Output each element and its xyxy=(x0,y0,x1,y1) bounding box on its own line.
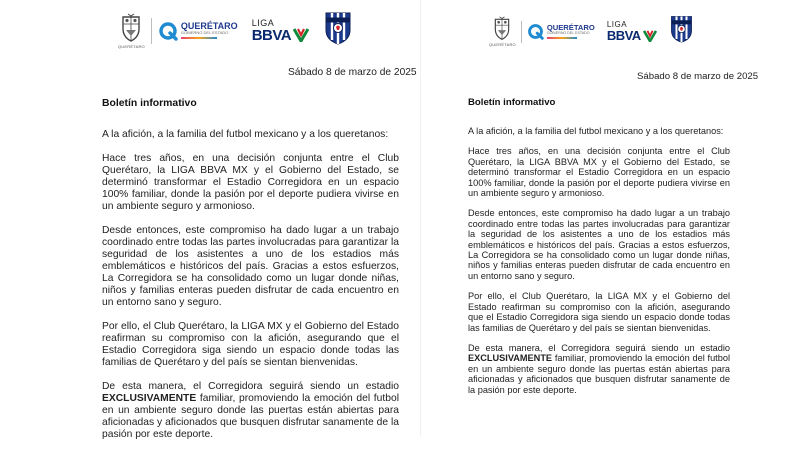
paragraph-2: Desde entonces, este compromiso ha dado lugar a un trabajo coordinado entre todas las partes involucradas para garantizar la seguridad de los asistentes a uno de los estadios más emblemáticos e históricos del país. Gracias a estos esfuerzos, La Corregidora se ha consolidado como un lugar donde niñas, niños y familias enteras pueden disfrutar de cada encuentro en un entorno sano y seguro. xyxy=(102,225,399,308)
queretaro-q-icon xyxy=(158,21,178,41)
paragraph-4 xyxy=(102,381,399,441)
document-page-right xyxy=(420,0,787,437)
mx-colors-icon xyxy=(293,28,309,42)
queretaro-color-bar xyxy=(547,37,577,39)
liga-bbva-mx-logo-right xyxy=(607,21,657,42)
paragraph-4-start: De esta manera, el Corregidora seguirá siendo un estadio xyxy=(468,342,730,353)
paragraph-4-emphasis: EXCLUSIVAMENTE xyxy=(102,393,197,404)
document-body xyxy=(468,126,730,405)
coat-of-arms-icon xyxy=(119,13,143,43)
queretaro-name: QUERÉTARO xyxy=(180,20,238,31)
liga-label: LIGA xyxy=(251,17,275,28)
queretaro-subtitle: GOBIERNO DEL ESTADO xyxy=(546,30,590,35)
queretaro-color-bar xyxy=(181,37,217,39)
coat-of-arms-icon xyxy=(492,16,512,41)
greeting-paragraph: A la afición, a la familia del futbol mexicano y a los queretanos: xyxy=(102,129,389,140)
queretaro-name: QUERÉTARO xyxy=(546,22,595,32)
state-seal-logo-right xyxy=(489,16,516,47)
paragraph-4-end: familiar, promoviendo la emoción del futbol en un ambiente seguro donde las puertas están abiertas para aficionadas y aficionados que busquen disfrutar sanamente de la pasión por este deporte. xyxy=(102,393,399,440)
seal-caption: QUERÉTARO xyxy=(118,43,145,49)
header-logos xyxy=(118,10,353,51)
document-title: Boletín informativo xyxy=(468,97,556,108)
club-crest-icon xyxy=(323,10,353,46)
paragraph-4-emphasis: EXCLUSIVAMENTE xyxy=(468,353,553,364)
paragraph-1: Hace tres años, en una decisión conjunta entre el Club Querétaro, la LIGA BBVA MX y el Gobierno del Estado, se determinó transformar el Estadio Corregidora en un espacio 100% familiar, donde la pasión por el deporte pudiera vivirse en un ambiente seguro y armonioso. xyxy=(468,146,730,199)
queretaro-logo xyxy=(158,21,238,41)
queretaro-subtitle: GOBIERNO DEL ESTADO xyxy=(180,30,229,36)
document-date: Sábado 8 de marzo de 2025 xyxy=(637,71,759,82)
logo-divider xyxy=(151,18,152,44)
greeting-paragraph: A la afición, a la familia del futbol mexicano y a los queretanos: xyxy=(468,126,724,136)
paragraph-3: Por ello, el Club Querétaro, la LIGA MX y el Gobierno del Estado reafirman su compromiso con la afición, asegurando que el Estadio Corregidora siga siendo un espacio donde todas las familias de Querétaro y del país se sientan bienvenidas. xyxy=(468,291,730,333)
gallos-blancos-crest-logo xyxy=(323,10,353,51)
paragraph-4-end: familiar, promoviendo la emoción del futbol en un ambiente seguro donde las puertas están abiertas para aficionadas y aficionados que busquen disfrutar sanamente de la pasión por este deporte. xyxy=(468,353,730,395)
bbva-label: BBVA xyxy=(251,26,292,44)
document-body xyxy=(102,129,399,453)
paragraph-4-start: De esta manera, el Corregidora seguirá siendo un estadio xyxy=(102,381,399,392)
mx-mark xyxy=(643,30,657,42)
queretaro-logo-right xyxy=(527,23,595,40)
document-date: Sábado 8 de marzo de 2025 xyxy=(288,67,417,78)
mx-colors-icon xyxy=(643,30,657,42)
paragraph-1: Hace tres años, en una decisión conjunta entre el Club Querétaro, la LIGA BBVA MX y el Gobierno del Estado, se determinó transformar el Estadio Corregidora en un espacio 100% familiar, donde la pasión por el deporte pudiera vivirse en un ambiente seguro y armonioso. xyxy=(102,153,399,212)
paragraph-4 xyxy=(468,343,730,395)
paragraph-3: Por ello, el Club Querétaro, la LIGA MX y el Gobierno del Estado reafirman su compromiso con la afición, asegurando que el Estadio Corregidora siga siendo un espacio donde todas las familias de Querétaro y del país se sientan bienvenidas. xyxy=(102,321,399,368)
document-title: Boletín informativo xyxy=(102,98,197,109)
gallos-blancos-crest-logo-right xyxy=(669,14,694,49)
bbva-label: BBVA xyxy=(606,28,641,43)
logo-divider xyxy=(521,21,522,43)
queretaro-q-icon xyxy=(527,23,544,40)
mx-mark xyxy=(293,28,309,42)
club-crest-icon xyxy=(669,14,694,44)
state-seal-logo xyxy=(118,13,145,49)
liga-label: LIGA xyxy=(606,20,628,29)
liga-bbva-mx-logo xyxy=(252,19,309,43)
header-logos-right xyxy=(489,14,694,49)
paragraph-2: Desde entonces, este compromiso ha dado lugar a un trabajo coordinado entre todas las partes involucradas para garantizar la seguridad de los asistentes a uno de los estadios más emblemáticos e históricos del país. Gracias a estos esfuerzos, La Corregidora se ha consolidado como un lugar donde niñas, niños y familias enteras pueden disfrutar de cada encuentro en un entorno sano y seguro. xyxy=(468,208,730,281)
seal-caption: QUERÉTARO xyxy=(489,42,516,47)
